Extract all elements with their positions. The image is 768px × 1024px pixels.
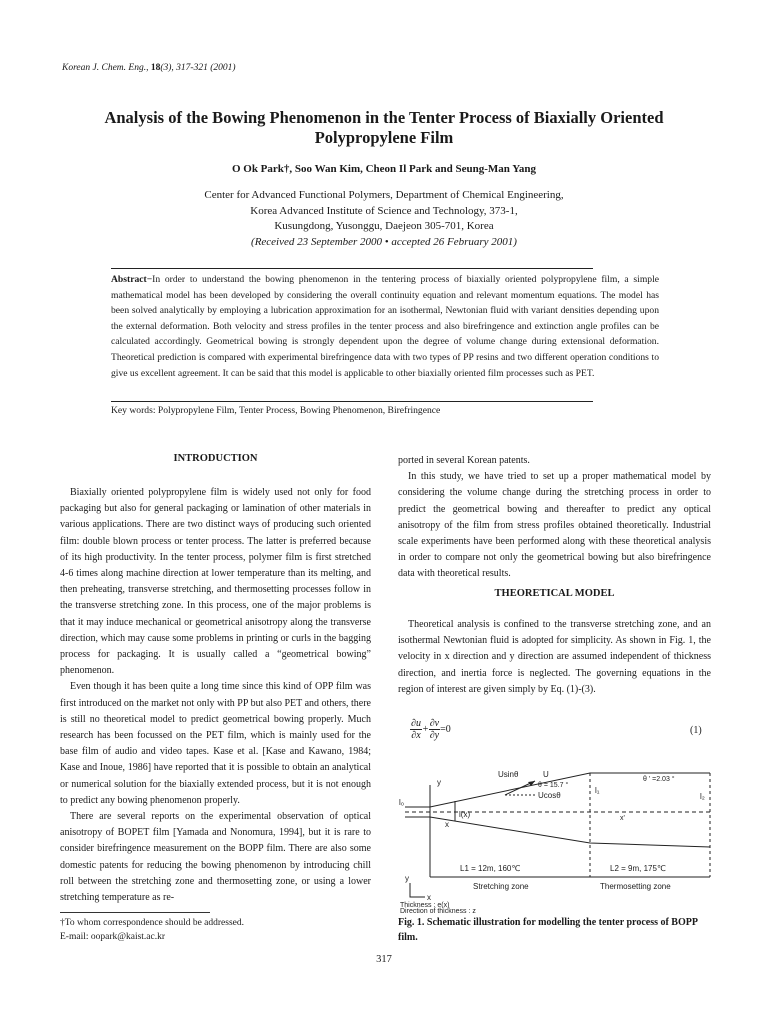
- figure-1-schematic: [395, 765, 715, 913]
- equals-zero: =0: [440, 723, 451, 735]
- label-stretching-zone: Stretching zone: [473, 882, 529, 891]
- label-thickness-direction: Direction of thickness : z: [400, 908, 476, 913]
- journal-name: Korean J. Chem. Eng.: [62, 63, 147, 73]
- affiliation-line-1: Center for Advanced Functional Polymers, Department of Chemical Engineering,: [204, 189, 564, 201]
- right-column-middle: [398, 617, 711, 698]
- equation-number: (1): [690, 725, 702, 736]
- abstract-top-rule: [111, 268, 593, 269]
- label-l2: l₂: [700, 792, 705, 801]
- denominator-dy: ∂y: [429, 730, 440, 741]
- label-zone1-length: L1 = 12m, 160℃: [460, 864, 521, 873]
- film-bottom-edge: [405, 817, 710, 847]
- abstract: [111, 272, 659, 381]
- affiliation: [90, 188, 678, 250]
- figure-caption-label: Fig. 1.: [398, 917, 427, 928]
- figure-caption-text: Schematic illustration for modelling the tenter process of BOPP film.: [398, 917, 698, 943]
- keywords: Key words: Polypropylene Film, Tenter Process, Bowing Phenomenon, Birefringence: [111, 405, 441, 416]
- right-paragraph-1: In this study, we have tried to set up a proper mathematical model by considering the volume change during the stretching process in order to predict the geometrical bowing and thereafter to predict any optical anisotropy of the film from stress profiles obtained theoretically. Industrial scale experiments have been performed along with these theoretical analysis in order to compare not only the geometrical bowing but also birefringence data with theoretical results.: [398, 471, 711, 580]
- paper-title: Analysis of the Bowing Phenomenon in the Tenter Process of Biaxially Oriented Polypropylene Film: [104, 108, 664, 147]
- label-x-prime: x': [620, 815, 625, 822]
- label-ucos: Ucosθ: [538, 791, 561, 800]
- plus-sign: +: [421, 723, 429, 735]
- right-column-top: [398, 453, 711, 583]
- footnote: [60, 917, 371, 944]
- fraction-du-dx: [410, 718, 422, 741]
- theory-paragraph: Theoretical analysis is confined to the transverse stretching zone, and an isothermal Newtonian fluid is adopted for simplicity. As shown in Fig. 1, the velocity in x direction and y direction are assumed independent of thickness direction, and inertia force is neglected. The governing equations in the region of interest are given simply by Eq. (1)-(3).: [398, 619, 711, 695]
- journal-volume: 18: [150, 63, 161, 73]
- authors: O Ok Park†, Soo Wan Kim, Cheon Il Park and Seung-Man Yang: [231, 163, 537, 175]
- label-y: y: [437, 778, 441, 787]
- journal-citation: Korean J. Chem. Eng., 18(3), 317-321 (2001): [62, 63, 236, 73]
- denominator-dx: ∂x: [411, 730, 421, 741]
- numerator-du: ∂u: [411, 718, 421, 729]
- label-l1: l₁: [595, 786, 600, 795]
- axis-label-y: y: [405, 874, 409, 883]
- intro-paragraph-2: Even though it has been quite a long time since this kind of OPP film was first introduced on the market not only with PP but also PET and others, there is still no theoretical model to predict geometrical bowing properly. Much research has been focussed on the PET film, which is mainly used for the base film of audio and video tapes. Kase et al. [Kase and Kawano, 1984; Kase and Inoue, 1986] have reported that it is possible to obtain an analytical or numerical solution for the biaxially extended process, but it is not enough to predict any bowing phenomenon properly.: [60, 681, 371, 806]
- intro-paragraph-3: There are several reports on the experimental observation of optical anisotropy of BOPET film [Yamada and Nonomura, 1994], but it is rare to consider birefringence measurement on the BOPP film. There are also some domestic patents for reducing the bowing phenomenon by introducing chill roll between the stretching zone and thermosetting zone, or using a lower stretching temperature as re-: [60, 811, 371, 904]
- affiliation-line-2: Korea Advanced Institute of Science and Technology, 373-1,: [250, 204, 518, 217]
- label-l0: l₀: [399, 798, 405, 807]
- theoretical-model-heading: THEORETICAL MODEL: [494, 588, 615, 599]
- axis-corner: [410, 883, 425, 897]
- footnote-rule: [60, 912, 210, 913]
- footnote-correspondence: †To whom correspondence should be addressed.: [60, 918, 245, 928]
- received-dates: (Received 23 September 2000 • accepted 26 February 2001): [251, 235, 517, 248]
- label-angle2: θ ' =2.03 °: [643, 776, 675, 783]
- abstract-bottom-rule: [111, 401, 593, 402]
- affiliation-line-3: Kusungdong, Yusonggu, Daejeon 305-701, Korea: [274, 220, 494, 232]
- numerator-dv: ∂v: [429, 718, 440, 729]
- fraction-dv-dy: [429, 718, 440, 741]
- abstract-text: In order to understand the bowing phenomenon in the tentering process of biaxially oriented polypropylene film, a simple mathematical model has been developed by considering the overall continuity equation and relevant momentum equations. The model has been solved analytically by employing a lubrication approximation for an isothermal, Newtonian fluid with variant densities depending upon the external deformation. Both velocity and stress profiles in the tenter process and also birefringence and extinction angle profiles can be calculated accordingly. Geometrical bowing is strongly dependent upon the degree of volume change during extensional deformation. Theoretical prediction is compared with experimental birefringence data with two types of PP resins and two different operation conditions to give us excellent agreement. It can be said that this model is applicable to other biaxially oriented film processes such as PET.: [111, 274, 659, 379]
- label-x: x: [445, 820, 449, 829]
- journal-issue-pages: (3), 317-321 (2001): [160, 63, 236, 73]
- left-column: [60, 485, 371, 906]
- right-paragraph-0: ported in several Korean patents.: [398, 455, 530, 466]
- intro-paragraph-1: Biaxially oriented polypropylene film is widely used not only for food packaging but also for general packaging or lamination of other materials in various applications. There are two distinct ways of producing such oriented film: double blown process or tenter process. The latter is preferred because of its high productivity. In the tenter process, polymer film is first stretched 4-6 times along machine direction at lower temperature than its melting, and then preheating, transverse stretching, and thermosetting processes follow in the transverse stretching zone. In this process, one of the major problems is that it may induce mechanical or geometrical anisotropy along the transverse direction, which may cause some problems in printing or curls in the bagging process for packaging. It is usually called a “geometrical bowing” phenomenon.: [60, 487, 371, 677]
- label-zone2-length: L2 = 9m, 175℃: [610, 864, 666, 873]
- label-angle1: θ = 15.7 °: [538, 782, 569, 789]
- footnote-email: E-mail: oopark@kaist.ac.kr: [60, 931, 166, 942]
- page-number: 317: [376, 954, 392, 965]
- label-thickness: Thickness : e(x): [400, 902, 450, 909]
- introduction-heading: INTRODUCTION: [173, 453, 258, 464]
- axis-label-x: x: [427, 893, 431, 902]
- equation-1: [410, 718, 451, 741]
- label-lx: l(x): [459, 810, 471, 819]
- label-usin: Usinθ: [498, 770, 519, 779]
- figure-caption: [398, 915, 711, 945]
- label-u: U: [543, 770, 549, 779]
- label-thermosetting-zone: Thermosetting zone: [600, 882, 671, 891]
- abstract-label: Abstract−: [111, 274, 153, 285]
